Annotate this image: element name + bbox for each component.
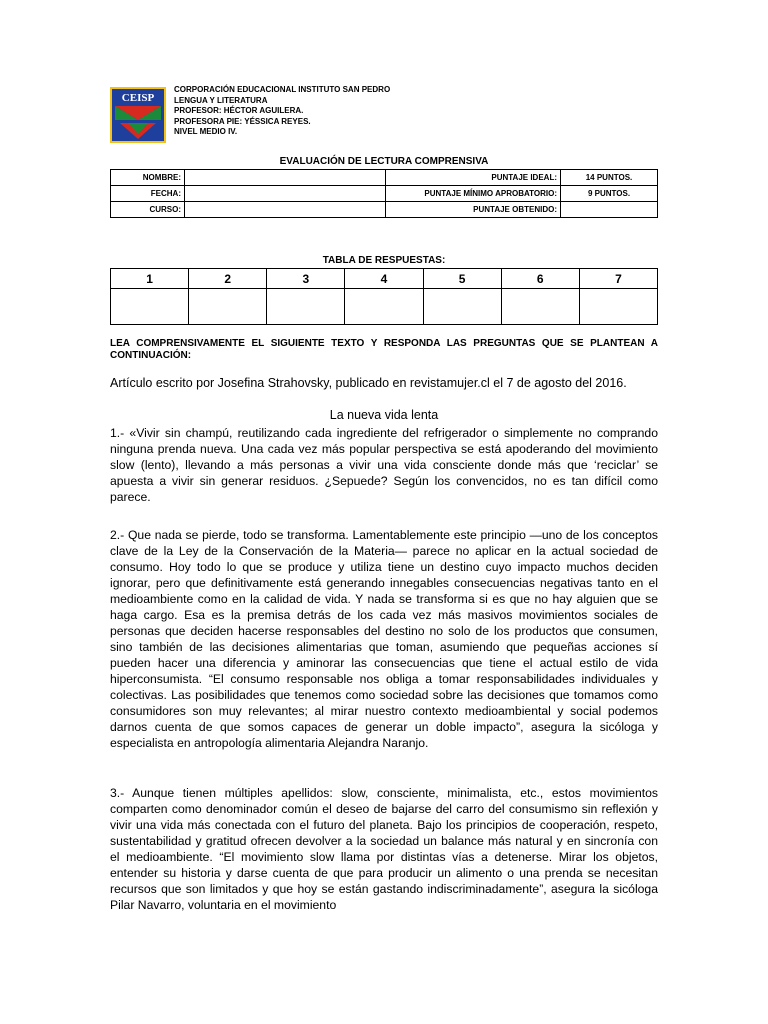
article-paragraph-3: 3.- Aunque tienen múltiples apellidos: slow, consciente, minimalista, etc., estos movimientos comparten como denominador común el deseo de bajarse del carro del consumismo sin reflexión y vivir una vida más conectada con el futuro del planeta. Bajo los principios de cooperación, respeto, sustentabilidad y gratitud ofrecen devolver a la sociedad un balance más natural y en sincronía con el medioambiente. “El movimiento slow llama por distintas vías a detenerse. Mirar los objetos, entender su historia y darse cuenta de que para producir un alimento o una prenda se necesitan recursos que son limitados y que hoy se están gastando indiscriminadamente”, asegura la sicóloga Pilar Navarro, voluntaria en el movimiento — [110, 786, 658, 912]
answer-cell[interactable] — [501, 289, 579, 325]
curso-label: CURSO: — [111, 202, 185, 218]
puntaje-ideal-label: PUNTAJE IDEAL: — [386, 170, 561, 186]
nombre-field[interactable] — [185, 170, 386, 186]
article-title: La nueva vida lenta — [329, 408, 439, 422]
teacher-line: PROFESOR: HÉCTOR AGUILERA. — [174, 106, 304, 115]
answer-col-header: 7 — [579, 269, 657, 289]
article-paragraph-2: 2.- Que nada se pierde, todo se transforma. Lamentablemente este principio —uno de los conceptos clave de la Ley de la Conservación de la Materia— parece no aplicar en la actual sociedad de consumo. Hoy todo lo que se produce y utiliza tiene un destino cuyo impacto muchos deciden ignorar, pero que definitivamente está generando innegables consecuencias negativas tanto en el medioambiente como en la calidad de vida. Y nada se transforma si es que no hay alguien que se haga cargo. Esa es la premisa detrás de los cada vez más masivos movimientos sociales de personas que deciden hacerse responsables del destino no solo de los productos que consumen, sino también de las decisiones alimentarias que toman, asumiendo que pequeñas acciones sí pueden hacer una diferencia y aminorar las consecuencias que tiene el actual estilo de vida hiperconsumista. “El consumo responsable nos obliga a tomar responsabilidades individuales y colectivas. Las posibilidades que tenemos como sociedad sobre las decisiones que tomamos como consumidores son muy relevantes; al mirar nuestro contexto medioambiental y social podemos darnos cuenta de que somos capaces de generar un doble impacto”, asegura la sicóloga y especialista en antropología alimentaria Alejandra Naranjo. — [110, 528, 658, 750]
pie-teacher-line: PROFESORA PIE: YÉSSICA REYES. — [174, 116, 311, 126]
school-name: CORPORACIÓN EDUCACIONAL INSTITUTO SAN PEDRO — [174, 85, 391, 94]
subject-line: LENGUA Y LITERATURA — [174, 95, 268, 105]
answer-col-header: 3 — [267, 269, 345, 289]
nombre-label: NOMBRE: — [111, 170, 185, 186]
puntaje-ideal-value: 14 PUNTOS. — [561, 170, 658, 186]
answer-cell[interactable] — [579, 289, 657, 325]
answer-cell[interactable] — [189, 289, 267, 325]
answer-cell[interactable] — [267, 289, 345, 325]
instructions: LEA COMPRENSIVAMENTE EL SIGUIENTE TEXTO Y RESPONDA LAS PREGUNTAS QUE SE PLANTEAN A CONTINUACIÓN: — [110, 338, 658, 361]
puntaje-minimo-label: PUNTAJE MÍNIMO APROBATORIO: — [386, 186, 561, 202]
school-header — [174, 85, 390, 138]
fecha-label: FECHA: — [111, 186, 185, 202]
puntaje-obtenido-field[interactable] — [561, 202, 658, 218]
answer-col-header: 4 — [345, 269, 423, 289]
logo-text: CEISP — [121, 92, 155, 104]
level-line: NIVEL MEDIO IV. — [174, 127, 238, 136]
exam-title: EVALUACIÓN DE LECTURA COMPRENSIVA — [279, 156, 489, 167]
answer-cell[interactable] — [423, 289, 501, 325]
student-info-table — [110, 169, 658, 218]
article-source: Artículo escrito por Josefina Strahovsky, publicado en revistamujer.cl el 7 de agosto del 2016. — [110, 376, 627, 390]
answer-cell[interactable] — [345, 289, 423, 325]
answers-title: TABLA DE RESPUESTAS: — [322, 255, 446, 266]
puntaje-obtenido-label: PUNTAJE OBTENIDO: — [386, 202, 561, 218]
answers-table — [110, 268, 658, 325]
answer-col-header: 5 — [423, 269, 501, 289]
puntaje-minimo-value: 9 PUNTOS. — [561, 186, 658, 202]
answer-col-header: 2 — [189, 269, 267, 289]
fecha-field[interactable] — [185, 186, 386, 202]
article-paragraph-1: 1.- «Vivir sin champú, reutilizando cada ingrediente del refrigerador o simplemente no comprando ninguna prenda nueva. Una cada vez más popular perspectiva se está apoderando del movimiento slow (lento), llevando a más personas a vivir una vida consciente donde más que ‘reciclar’ se apuesta a vivir sin generar residuos. ¿Sepuede? Según los convencidos, no es tan difícil como parece. — [110, 426, 658, 504]
curso-field[interactable] — [185, 202, 386, 218]
answer-cell[interactable] — [111, 289, 189, 325]
school-logo — [110, 87, 166, 143]
answer-col-header: 1 — [111, 269, 189, 289]
answer-col-header: 6 — [501, 269, 579, 289]
